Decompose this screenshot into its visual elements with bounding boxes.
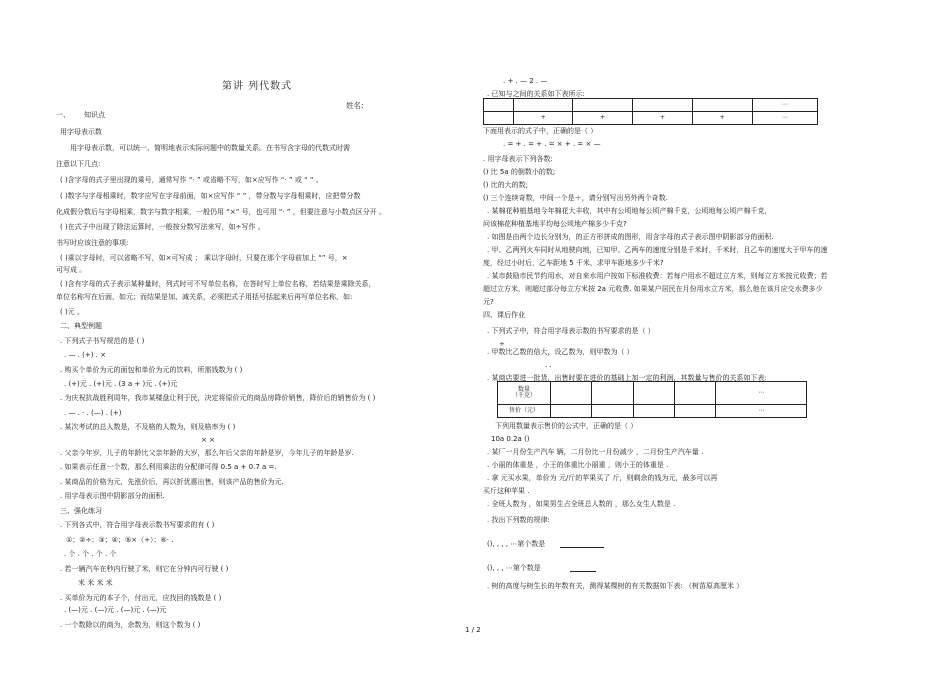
text-line: . 已知与之间的关系如下表所示: (487, 90, 585, 98)
text-line: (), , , , ⋯第个数是 (487, 540, 546, 548)
table-cell: ⋯ (752, 99, 818, 112)
text-line: ( )元 。 (60, 307, 84, 316)
text-line: 一、 (56, 111, 70, 120)
text-line: . 个 . 个 . 个 . 个 (64, 550, 117, 559)
table-cell (573, 99, 633, 112)
text-line: 二、典型例题 (60, 322, 102, 331)
table-row (498, 382, 807, 405)
text-line: . 某棉花种植基地今年棉花大丰收，其中有公顷地每公顷产棉千克，公顷地每公顷产棉千克， (487, 207, 772, 215)
answer-blank[interactable] (560, 547, 604, 548)
text-line: 问该棉花种植基地平均每公顷地产棉多少千克? (483, 220, 627, 228)
table-cell: + (513, 112, 573, 125)
text-line: . 树的高度与树生长的年数有关，测得某棵树的有关数据如下表: （树苗原高厘米 ） (487, 582, 744, 590)
table-cell: ⋯ (752, 112, 818, 125)
text-line: . 下列式子中，符合用字母表示数的书写要求的是（ ） (487, 327, 655, 335)
table-row (484, 112, 818, 125)
text-line: . 父亲今年岁，儿子的年龄比父亲年龄的大岁，那么年后父亲的年龄是岁，今年儿子的年龄是岁. (60, 448, 354, 457)
text-line: () 三个连续奇数，中间一个是＋，请分别写出另外两个奇数. (483, 194, 668, 202)
text-line: ( )乘以字母时，可以省略不写，如×可写成 ； 乘以字母时，只要在那个字母前加上 “” 号，× (60, 254, 348, 263)
text-line: 知识点 (84, 111, 105, 120)
text-line: 用字母表示数，可以统一、简明地表示实际问题中的数量关系。在书写含字母的代数式时需 (70, 143, 350, 152)
page-title: 第讲 列代数式 (222, 81, 293, 92)
text-line: . 某商店要进一批货，出售时要在进价的基础上加一定的利润，其数量与售价的关系如下表: (487, 374, 767, 382)
text-line: . 某市鼓励市民节约用水，对自来水用户按如下标准收费：若每户用水不超过立方米，则每立方米按元收费；若 (487, 272, 828, 280)
table-cell (674, 382, 715, 405)
text-line: 米 米 米 米 (78, 579, 113, 588)
text-line: ( )在式子中出现了除法运算时，一般按分数写法来写，如÷写作 。 (60, 223, 265, 232)
text-line: 用字母表示数 (60, 128, 102, 137)
text-line: . 某厂一月份生产汽车 辆，二月份比一月份减少 ，二月份生产汽车量 . (487, 448, 704, 456)
text-line: . 用字母表示下列各数: (483, 155, 553, 163)
table-row (498, 405, 807, 418)
xy-relation-table (483, 98, 818, 125)
table-cell (484, 99, 514, 112)
text-line: . + . — 2 . — (503, 77, 548, 85)
text-line: ①；②÷；③；④；⑤×（+）；⑥· . (66, 535, 174, 544)
text-line: . 下列各式中，符合用字母表示数书写要求的有 ( ) (60, 521, 215, 530)
text-line: . 如图是由两个边长分别为，的正方形拼成的图形，用含字母的式子表示图中阴影部分的面积. (487, 233, 774, 241)
table-cell: + (633, 112, 693, 125)
text-line: ( )含字母的式子里出现的乘号，通常写作 “· ” 或省略不写，如×应写作 “· ” 或 “ ” 。 (60, 176, 323, 185)
text-line: . 如果表示任意一个数，那么利用乘法的分配律可得 0.5 a + 0.7 a =. (60, 463, 277, 472)
table-cell (484, 112, 514, 125)
text-line: 10a 0.2a () (491, 435, 530, 443)
text-line: . (+)元 . (+)元 . (3 a + )元 . (+)元 (64, 380, 178, 388)
text-line: ÷ (499, 340, 505, 348)
text-line: 可写成 。 (56, 265, 87, 274)
quantity-unit: （千克） (511, 392, 536, 399)
text-line: 买斤这种苹果 . (483, 487, 530, 495)
text-line: 注意以下几点: (56, 160, 101, 169)
text-line: . 下列式子书写规范的是 ( ) (60, 336, 145, 345)
text-line: () 比的大的数; (483, 181, 529, 189)
text-line: . — . · . (—) . (+) (64, 408, 122, 417)
text-line: 化成假分数后与字母相乘，数字与数字相乘，一般仍用 “×” 号，也可用 “· ” ，但要注意与小数点区分开 。 (56, 208, 386, 217)
text-line: 下列用数量表示售价的公式中，正确的是（ ） (495, 422, 638, 430)
text-line: . (—)元 . (—)元 . (—)元 . (—)元 (64, 606, 167, 615)
text-line: . 一个数除以的商为，余数为，则这个数为 ( ) (60, 620, 201, 629)
page-number: 1 / 2 (465, 626, 481, 634)
table-cell: ⋯ (716, 382, 807, 405)
quantity-header: 数量 (517, 386, 530, 393)
table-cell: + (573, 112, 633, 125)
table-cell (692, 99, 752, 112)
text-line: . 甲、乙两列火车同时从地驶向地，已知甲、乙两车的速度分别是千米时、千米时，且乙车的速度大于甲车的速 (487, 246, 828, 254)
table-cell (592, 382, 633, 405)
text-line: ( )数字与字母相乘时，数字应写在字母前面，如×应写作 “ ” ，带分数与字母相乘时，应把带分数 (60, 191, 361, 200)
text-line: 超过立方米，则超过部分每立方米按 2a 元收费. 如果某户居民在月份用水立方米，那么他在该月应交水费多少 (483, 285, 823, 293)
table-cell (551, 405, 592, 418)
answer-blank[interactable] (570, 571, 596, 572)
text-line: . 买单价为元的本子个，付出元，应找回的钱数是 ( ) (60, 593, 222, 602)
text-line: 四、课后作业 (483, 311, 525, 319)
table-cell: + (692, 112, 752, 125)
table-cell (551, 382, 592, 405)
text-line: . 拿 元买水果，单价为 元/斤的苹果买了 斤，则剩余的钱为元，最多可以再 (487, 474, 718, 482)
table-cell (674, 405, 715, 418)
text-line: . 某次考试的总人数是，不及格的人数为，则及格率为 ( ) (60, 423, 236, 432)
text-line: () 比 5a 的倒数小的数; (483, 168, 556, 176)
text-line: . 找出下列数的规律: (487, 516, 550, 524)
text-line: 元? (483, 298, 494, 306)
text-line: . 购买个单价为元的面包和单价为元的饮料，所需钱数为 ( ) (60, 365, 243, 374)
text-line: . 小丽的体重是 ，小王的体重比小丽重 ，则小王的体重是 . (487, 461, 669, 469)
text-line: . 若一辆汽车在秒内行驶了米，则它在分钟内可行驶 ( ) (60, 564, 229, 573)
text-line: 度，经过小时后，乙车距地 5 千米，求甲车距地多少千米? (483, 259, 664, 267)
text-line: (), , , ⋯第个数是 (487, 564, 541, 572)
text-line: ( )含有字母的式子表示某种量时，列式时可不写单位名称，在答时写上单位名称，若结果是乘除关系， (60, 280, 376, 289)
table-cell (498, 382, 551, 405)
text-line: 三、强化练习 (60, 506, 102, 515)
name-label: 姓名: (346, 101, 364, 110)
text-line: . 全班人数为 ，如果男生占全班总人数的 ，那么女生人数是 . (487, 500, 676, 508)
text-line: . 用字母表示图中阴影部分的面积. (60, 492, 165, 501)
text-line: 单位名称写在后面，如元；而结果是加、减关系，必须把式子用括号括起来后再写单位名称，如: (56, 293, 353, 302)
table-cell: ⋯ (716, 405, 807, 418)
table-cell (592, 405, 633, 418)
price-header: 售价（元） (498, 405, 551, 418)
text-line: . = + . = + . = × + . = × — (503, 140, 601, 148)
text-line: . 某商品的价格为元，先涨价后，再以折优惠出售，则该产品的售价为元. (60, 477, 284, 486)
text-line: . . (545, 361, 552, 369)
table-cell (633, 99, 693, 112)
table-cell (633, 405, 674, 418)
text-line: . 甲数比乙数的倍大，设乙数为，则甲数为（ ） (487, 348, 634, 356)
text-line: . — . (+) . × (64, 351, 106, 360)
text-line: × × (201, 436, 215, 445)
text-line: 书写时应该注意的事项: (56, 238, 129, 247)
text-line: . 为庆祝抗战胜利周年，我市某楼盘让利于民，决定将原价元的商品房降价销售，降价后的销售价为 ( ) (60, 394, 376, 403)
table-row (484, 99, 818, 112)
table-cell (513, 99, 573, 112)
quantity-price-table (497, 381, 807, 418)
text-line: 下面用表示的式子中，正确的是（ ） (483, 127, 598, 135)
table-cell (633, 382, 674, 405)
